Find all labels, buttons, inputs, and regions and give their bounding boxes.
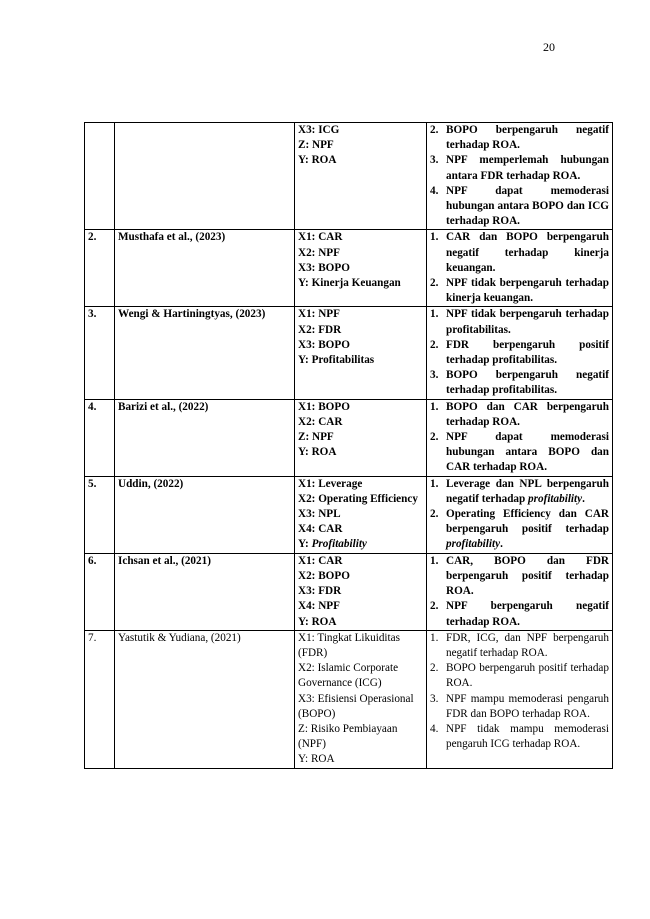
results-list <box>430 230 609 306</box>
result-item <box>430 184 609 230</box>
result-item <box>430 599 609 629</box>
result-number: 2. <box>430 508 439 521</box>
result-number: 3. <box>430 369 439 382</box>
variables-cell <box>295 630 427 768</box>
variable-item: X3: NPL <box>298 508 341 521</box>
results-cell <box>427 476 613 553</box>
result-number: 1. <box>430 554 439 567</box>
row-number-cell: 6. <box>85 553 115 630</box>
variables-cell <box>295 476 427 553</box>
variable-item: X2: Operating Efficiency <box>298 492 418 505</box>
author-cell: Barizi et al., (2022) <box>115 399 295 476</box>
result-text: BOPO berpengaruh positif terhadap ROA. <box>446 662 609 690</box>
result-number: 1. <box>430 631 439 644</box>
variable-item: X1: CAR <box>298 231 343 244</box>
variable-item: Z: Risiko Pembiayaan (NPF) <box>298 722 398 751</box>
result-item <box>430 554 609 600</box>
row-number-cell: 4. <box>85 399 115 476</box>
result-number: 1. <box>430 231 439 244</box>
row-number-cell: 3. <box>85 307 115 399</box>
result-text: CAR dan BOPO berpengaruh negatif terhadap kinerja keuangan. <box>446 231 609 274</box>
result-number: 2. <box>430 431 439 444</box>
result-text: FDR, ICG, dan NPF berpengaruh negatif terhadap ROA. <box>446 631 609 659</box>
result-text: NPF tidak mampu memoderasi pengaruh ICG terhadap ROA. <box>446 722 609 751</box>
result-number: 3. <box>430 692 439 705</box>
italic-term: profitability <box>528 492 583 505</box>
result-text: BOPO berpengaruh negatif terhadap ROA. <box>446 124 609 152</box>
variable-item: X4: CAR <box>298 523 343 536</box>
variable-item: X4: NPF <box>298 600 340 613</box>
variable-item: X3: BOPO <box>298 261 350 274</box>
result-text: NPF berpengaruh negatif terhadap ROA. <box>446 600 609 628</box>
result-item <box>430 230 609 276</box>
results-cell <box>427 630 613 768</box>
result-item <box>430 123 609 153</box>
variable-item: X2: Islamic Corporate Governance (ICG) <box>298 662 399 690</box>
variable-item: Y: ROA <box>298 154 337 167</box>
result-text: NPF dapat memoderasi hubungan antara BOPO dan CAR terhadap ROA. <box>446 431 609 474</box>
result-text: Operating Efficiency dan CAR berpengaruh positif terhadap profitability. <box>446 508 609 551</box>
result-item <box>430 507 609 553</box>
literature-table-body <box>85 123 613 769</box>
table-row <box>85 399 613 476</box>
variable-item: Y: ROA <box>298 615 337 628</box>
result-item <box>430 338 609 368</box>
literature-table <box>84 122 613 769</box>
author-cell: Musthafa et al., (2023) <box>115 230 295 307</box>
result-item <box>430 400 609 430</box>
table-row <box>85 630 613 768</box>
italic-term: profitability <box>446 538 501 551</box>
results-list <box>430 631 609 753</box>
result-item <box>430 430 609 476</box>
results-list <box>430 307 609 398</box>
results-cell <box>427 307 613 399</box>
variables-cell <box>295 230 427 307</box>
row-number-cell: 7. <box>85 630 115 768</box>
table-row <box>85 307 613 399</box>
result-number: 1. <box>430 477 439 490</box>
variable-item: X2: NPF <box>298 246 340 259</box>
result-item <box>430 368 609 398</box>
results-cell <box>427 230 613 307</box>
variable-item: X2: FDR <box>298 323 342 336</box>
variable-item: X1: BOPO <box>298 400 350 413</box>
result-item <box>430 477 609 507</box>
result-text: NPF memperlemah hubungan antara FDR terhadap ROA. <box>446 154 609 182</box>
results-list <box>430 477 609 553</box>
result-text: NPF mampu memoderasi pengaruh FDR dan BOPO terhadap ROA. <box>446 692 609 720</box>
result-text: Leverage dan NPL berpengaruh negatif terhadap profitability. <box>446 477 609 505</box>
result-text: BOPO dan CAR berpengaruh terhadap ROA. <box>446 400 609 428</box>
results-cell <box>427 399 613 476</box>
result-item <box>430 661 609 691</box>
variable-item: Z: NPF <box>298 139 334 152</box>
variable-item: Y: ROA <box>298 753 335 766</box>
variables-cell <box>295 307 427 399</box>
variable-item: Y: Profitability <box>298 538 367 551</box>
result-number: 2. <box>430 338 439 351</box>
result-item <box>430 631 609 661</box>
row-number-cell: 2. <box>85 230 115 307</box>
result-number: 4. <box>430 184 439 197</box>
table-row <box>85 123 613 230</box>
italic-term: Profitability <box>311 538 367 551</box>
result-item <box>430 276 609 306</box>
result-item <box>430 153 609 183</box>
author-cell: Wengi & Hartiningtyas, (2023) <box>115 307 295 399</box>
row-number-cell <box>85 123 115 230</box>
result-number: 2. <box>430 600 439 613</box>
variable-item: X3: FDR <box>298 585 342 598</box>
result-text: CAR, BOPO dan FDR berpengaruh positif terhadap ROA. <box>446 554 609 598</box>
variable-item: Y: Kinerja Keuangan <box>298 277 401 290</box>
author-cell <box>115 123 295 230</box>
results-list <box>430 123 609 229</box>
result-number: 1. <box>430 400 439 413</box>
table-row <box>85 476 613 553</box>
variables-cell <box>295 399 427 476</box>
variable-item: Y: Profitabilitas <box>298 354 375 367</box>
result-text: BOPO berpengaruh negatif terhadap profitabilitas. <box>446 369 609 397</box>
page-number: 20 <box>543 40 555 54</box>
author-cell: Ichsan et al., (2021) <box>115 553 295 630</box>
variables-cell <box>295 123 427 230</box>
result-item <box>430 692 609 722</box>
result-text: NPF dapat memoderasi hubungan antara BOPO dan ICG terhadap ROA. <box>446 184 609 228</box>
variable-item: X1: Tingkat Likuiditas (FDR) <box>298 631 400 659</box>
results-list <box>430 400 609 476</box>
result-text: FDR berpengaruh positif terhadap profitabilitas. <box>446 338 609 367</box>
row-number-cell: 5. <box>85 476 115 553</box>
result-number: 3. <box>430 154 439 167</box>
variable-item: X2: BOPO <box>298 569 350 582</box>
variable-item: X1: CAR <box>298 554 343 567</box>
variable-item: Z: NPF <box>298 431 334 444</box>
result-number: 2. <box>430 124 439 136</box>
variable-item: X1: NPF <box>298 308 340 321</box>
result-text: NPF tidak berpengaruh terhadap profitabilitas. <box>446 308 609 336</box>
variable-item: X3: BOPO <box>298 338 350 351</box>
result-item <box>430 722 609 752</box>
result-number: 2. <box>430 662 439 675</box>
results-cell <box>427 553 613 630</box>
author-cell: Uddin, (2022) <box>115 476 295 553</box>
results-cell <box>427 123 613 230</box>
result-number: 1. <box>430 308 439 321</box>
variable-item: X1: Leverage <box>298 477 363 490</box>
result-text: NPF tidak berpengaruh terhadap kinerja keuangan. <box>446 277 609 305</box>
variable-item: Y: ROA <box>298 446 337 459</box>
variable-item: X3: Efisiensi Operasional (BOPO) <box>298 692 414 720</box>
variables-cell <box>295 553 427 630</box>
author-cell: Yastutik & Yudiana, (2021) <box>115 630 295 768</box>
table-row <box>85 230 613 307</box>
variable-item: X2: CAR <box>298 415 343 428</box>
result-number: 4. <box>430 722 439 735</box>
results-list <box>430 554 609 630</box>
variable-item: X3: ICG <box>298 124 340 136</box>
result-number: 2. <box>430 277 439 290</box>
table-row <box>85 553 613 630</box>
result-item <box>430 307 609 337</box>
